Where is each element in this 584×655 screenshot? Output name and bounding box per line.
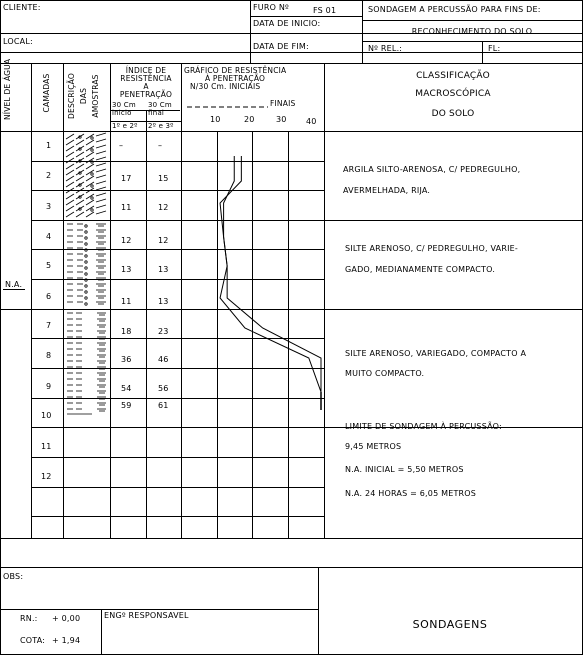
final-value: – — [158, 141, 163, 150]
cota-label: COTA: — [20, 636, 46, 645]
inicio-value: 12 — [121, 236, 132, 245]
cota-value: + 1,94 — [52, 636, 81, 645]
axis-tick-30: 30 — [276, 115, 287, 124]
indice-header-3: A — [143, 82, 149, 91]
camada-number: 2 — [46, 171, 52, 180]
classif-2-line1: SILTE ARENOSO, C/ PEDREGULHO, VARIE- — [345, 244, 518, 253]
furo-label: FURO Nº — [253, 3, 290, 12]
grafico-header-3: N/30 Cm. INICIAIS — [190, 82, 261, 91]
na-label: N.A. — [5, 280, 23, 289]
camada-number: 8 — [46, 351, 52, 360]
axis-tick-20: 20 — [244, 115, 255, 124]
grafico-header-4: FINAIS — [270, 99, 296, 108]
inicio-value: 11 — [121, 297, 132, 306]
classif-header-1: CLASSIFICAÇÃO — [416, 71, 490, 81]
classif-header-3: DO SOLO — [431, 109, 475, 119]
final-value: 46 — [158, 355, 169, 364]
limit-line1: LIMITE DE SONDAGEM À PERCUSSÃO: — [345, 422, 502, 431]
camada-number: 5 — [46, 261, 52, 270]
soil-hatch-symbols — [66, 133, 106, 414]
camada-number: 1 — [46, 141, 52, 150]
local-label: LOCAL: — [3, 37, 33, 46]
limit-line2: 9,45 METROS — [345, 442, 402, 451]
final-header: 30 Cm final — [148, 101, 172, 117]
classif-header-2: MACROSCÓPICA — [415, 89, 491, 99]
axis-tick-40: 40 — [306, 117, 317, 126]
final-value: 13 — [158, 297, 169, 306]
cliente-label: CLIENTE: — [3, 3, 41, 12]
final-value: 13 — [158, 265, 169, 274]
grafico-header-1: GRÁFICO DE RESISTÊNCIA — [184, 66, 287, 75]
classif-1-line1: ARGILA SILTO-ARENOSA, C/ PEDREGULHO, — [343, 165, 521, 174]
rn-label: RN.: — [20, 614, 38, 623]
indice-header-1: ÍNDICE DE — [125, 66, 167, 75]
camada-number: 9 — [46, 382, 52, 391]
inicio-value: 18 — [121, 327, 132, 336]
classif-3-line1: SILTE ARENOSO, VARIEGADO, COMPACTO A — [345, 349, 527, 358]
inicio-value: 17 — [121, 174, 132, 183]
final-value: 12 — [158, 236, 169, 245]
eng-label: ENGº RESPONSAVEL — [104, 611, 189, 620]
camadas-header: CAMADAS — [42, 73, 51, 113]
inicio-value: 11 — [121, 203, 132, 212]
data-inicio-label: DATA DE INICIO: — [253, 19, 321, 28]
limit-line4: N.A. 24 HORAS = 6,05 METROS — [345, 489, 477, 498]
data-fim-label: DATA DE FIM: — [253, 42, 309, 51]
camada-number: 6 — [46, 292, 52, 301]
camada-number: 11 — [41, 442, 52, 451]
brand-name: SONDAGENS — [412, 618, 488, 631]
furo-value: FS 01 — [313, 6, 337, 15]
obs-label: OBS: — [3, 572, 24, 581]
inicio-value: 36 — [121, 355, 132, 364]
inicio-golpes: 1º e 2º — [112, 122, 138, 130]
inicio-value: 54 — [121, 384, 132, 393]
indice-header-4: PENETRAÇÃO — [119, 90, 173, 99]
camada-number: 12 — [41, 472, 52, 481]
camada-number: 4 — [46, 232, 52, 241]
camada-number: 3 — [46, 202, 52, 211]
final-value: 56 — [158, 384, 169, 393]
limit-line3: N.A. INICIAL = 5,50 METROS — [345, 465, 464, 474]
inicio-value: 59 — [121, 401, 132, 410]
final-value: 15 — [158, 174, 169, 183]
rel-label: Nº REL.: — [368, 44, 403, 53]
camada-number: 10 — [41, 411, 52, 420]
inicio-value: – — [119, 141, 124, 150]
indice-header-2: RESISTÊNCIA — [120, 74, 172, 83]
classif-1-line2: AVERMELHADA, RIJA. — [343, 186, 431, 195]
classif-3-line2: MUITO COMPACTO. — [345, 369, 425, 378]
grafico-header-2: À PENETRAÇÃO — [205, 74, 266, 83]
report-title: SONDAGEM A PERCUSSÃO PARA FINS DE: — [368, 5, 541, 14]
inicio-header: 30 Cm inicio — [112, 101, 136, 117]
fl-label: FL: — [488, 44, 501, 53]
rn-value: + 0,00 — [52, 614, 81, 623]
final-golpes: 2º e 3º — [148, 122, 174, 130]
final-value: 12 — [158, 203, 169, 212]
nivel-agua-header: NÍVEL DE ÁGUA — [3, 58, 12, 120]
descricao-header: DESCRIÇÃO DAS AMOSTRAS — [67, 73, 100, 119]
classif-2-line2: GADO, MEDIANAMENTE COMPACTO. — [345, 265, 496, 274]
report-subtitle: RECONHECIMENTO DO SOLO — [411, 27, 533, 36]
inicio-value: 13 — [121, 265, 132, 274]
penetration-curves — [220, 156, 321, 410]
axis-tick-10: 10 — [210, 115, 221, 124]
final-value: 61 — [158, 401, 169, 410]
final-value: 23 — [158, 327, 169, 336]
camada-number: 7 — [46, 321, 52, 330]
